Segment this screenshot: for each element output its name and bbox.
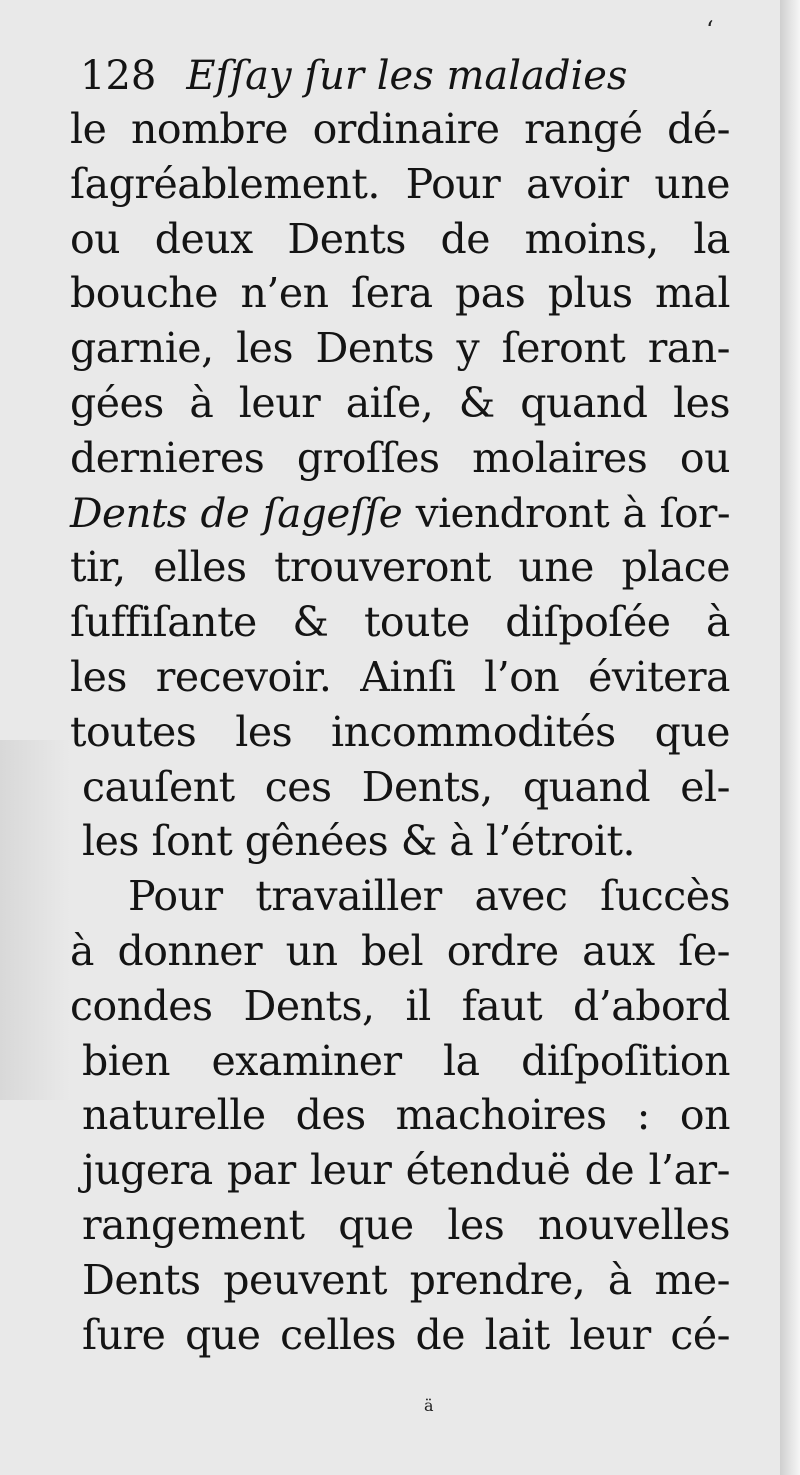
page-number: 128 <box>80 53 157 99</box>
paragraph-2 <box>70 869 730 1362</box>
text-line: toutes les incommodités que <box>70 707 730 756</box>
text-line: ſagréablement. Pour avoir une <box>70 159 730 208</box>
text-line <box>70 486 730 541</box>
text-line: les recevoir. Ainſi l’on évitera <box>70 652 730 701</box>
text-line: dernieres groſſes molaires ou <box>70 433 730 482</box>
text-line: tir, elles trouveront une place <box>70 543 730 592</box>
text-line: Pour travailler avec ſuccès <box>128 872 730 921</box>
text-line: à donner un bel ordre aux ſe- <box>70 926 730 975</box>
text-line: ou deux Dents de moins, la <box>70 214 730 263</box>
text-line: les ſont gênées & à l’étroit. <box>82 817 636 866</box>
text-line: rangement que les nouvelles <box>82 1200 730 1249</box>
text-line: gées à leur aiſe, & quand les <box>70 378 730 427</box>
page-edge <box>780 0 800 1475</box>
text-line: bien examiner la diſpoſition <box>82 1036 730 1085</box>
text-line-rest: viendront à ſor- <box>415 488 731 537</box>
text-line: le nombre ordinaire rangé dé- <box>70 105 730 153</box>
text-line: bouche n’en ſera pas plus mal <box>70 269 730 318</box>
running-title: Eſſay ſur les maladies <box>186 53 628 99</box>
corner-mark: ‘ <box>706 16 714 44</box>
text-line: ſuffiſante & toute diſpoſée à <box>70 598 730 647</box>
italic-term: Dents de ſageſſe <box>70 488 403 537</box>
text-line: condes Dents, il faut d’abord <box>70 981 730 1030</box>
text-line: ſure que celles de lait leur cé- <box>82 1310 730 1359</box>
bleed-through-shadow <box>0 740 70 1100</box>
text-line: Dents peuvent prendre, à me- <box>82 1255 730 1304</box>
page-header <box>70 50 730 102</box>
signature-mark: ä <box>424 1396 434 1415</box>
text-line: naturelle des machoires : on <box>82 1091 730 1140</box>
text-block <box>70 50 730 1362</box>
text-line: garnie, les Dents y ſeront ran- <box>70 324 730 373</box>
text-line: cauſent ces Dents, quand el- <box>82 762 730 811</box>
paragraph-1 <box>70 102 730 869</box>
text-line: jugera par leur étenduë de l’ar- <box>82 1146 730 1195</box>
